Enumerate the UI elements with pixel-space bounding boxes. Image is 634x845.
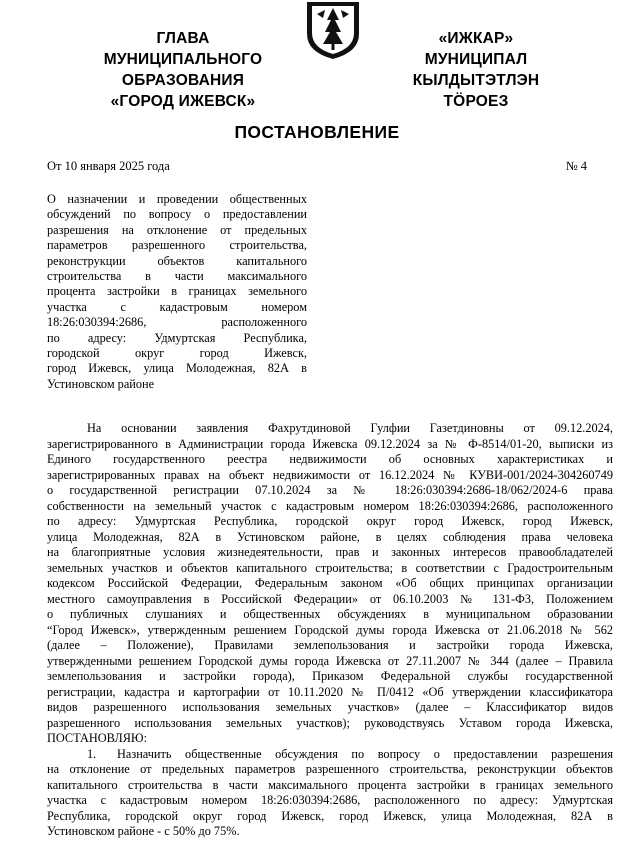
- header-left-line: МУНИЦИПАЛЬНОГО: [103, 51, 263, 68]
- item-1-line: на отклонение от предельных параметров разрешенного строительства, реконструкции объектов: [47, 762, 613, 776]
- body-line: зарегистрированного в Администрации города Ижевска 09.12.2024 за № Ф-8514/01-20, выписки из: [47, 436, 613, 451]
- subject-line: О назначении и проведении общественных: [47, 192, 307, 206]
- item-1-line: капитального строительства в части максимального процента застройки в границах земельного: [47, 777, 613, 792]
- subject-line: реконструкции объектов капитального: [47, 253, 307, 268]
- body-line: местного самоуправления в Российской Федерации» от 06.10.2003 № 131-ФЗ, Положением: [47, 591, 613, 606]
- item-1-line: Устиновском районе - с 50% до 75%.: [47, 824, 240, 838]
- document-body: [47, 421, 613, 840]
- body-line: по адресу: Удмуртская Республика, городской округ город Ижевск, город Ижевск,: [47, 514, 613, 528]
- subject-line: строительства в части максимального: [47, 269, 307, 284]
- subject-line: процента застройки в границах земельного: [47, 284, 307, 299]
- subject-line: по адресу: Удмуртская Республика,: [47, 330, 307, 345]
- coat-of-arms-icon: [303, 0, 363, 60]
- body-line-decree: ПОСТАНОВЛЯЮ:: [47, 731, 147, 745]
- header-left-line: ГЛАВА: [156, 30, 210, 47]
- body-line: земельных участков и объектов капитального строительства; в соответствии с Градостроительным: [47, 560, 613, 575]
- document-title: ПОСТАНОВЛЕНИЕ: [234, 122, 400, 142]
- body-line: на благоприятные условия жизнедеятельности, прав и законных интересов правообладателей: [47, 545, 613, 559]
- subject-line: Устиновском районе: [47, 376, 155, 391]
- body-line: “Город Ижевск», утвержденным решением Городской думы города Ижевска от 21.06.2018 № 562: [47, 622, 613, 637]
- item-1-number: 1.: [87, 746, 97, 761]
- subject-line: 18:26:030394:2686, расположенного: [47, 315, 307, 330]
- body-line: зарегистрированных правах на объект недвижимости от 16.12.2024 № КУВИ-001/2024-304260749: [47, 467, 613, 482]
- subject-line: участка с кадастровым номером: [47, 299, 307, 314]
- header-right-line: ТӦРОЕЗ: [443, 93, 509, 110]
- body-line: (далее – Положение), Правилами землепользования и застройки города Ижевска,: [47, 638, 613, 652]
- body-line: собственности на земельный участок с кадастровым номером 18:26:030394:2686, расположенного: [47, 498, 613, 513]
- item-1-text: Назначить общественные обсуждения по вопросу о предоставлении разрешения: [117, 746, 613, 761]
- subject-line: город Ижевск, улица Молодежная, 82А в: [47, 361, 307, 376]
- header-right-line: «ИЖКАР»: [438, 30, 514, 47]
- body-line: землепользования и застройки города), Приказом Федеральной службы государственной: [47, 669, 613, 683]
- document-date: От 10 января 2025 года: [47, 159, 170, 173]
- body-line: о публичных слушаниях и общественных обсуждениях в муниципальном образовании: [47, 607, 613, 621]
- body-line: о государственной регистрации 07.10.2024 за № 18:26:030394:2686-18/062/2024-6 права: [47, 483, 613, 497]
- document-subject: [47, 192, 307, 392]
- body-line: На основании заявления Фахрутдиновой Гулфии Газетдиновны от 09.12.2024,: [87, 421, 613, 435]
- document-number: № 4: [565, 159, 587, 173]
- body-line: улица Молодежная, 82А в Устиновском районе, в целях соблюдения права человека: [47, 529, 613, 544]
- subject-line: городской округ город Ижевск,: [47, 346, 307, 361]
- header-right-line: МУНИЦИПАЛ: [424, 51, 528, 68]
- item-1-line: Республика, городской округ город Ижевск, город Ижевск, улица Молодежная, 82А в: [47, 808, 613, 823]
- subject-line: обсуждений по вопросу о предоставлении: [47, 207, 307, 222]
- body-line: видов разрешенного использования земельных участков» (далее – Классификатор видов: [47, 700, 613, 714]
- header-left-line: ОБРАЗОВАНИЯ: [121, 72, 245, 89]
- body-line: Единого государственного реестра недвижимости об основных характеристиках и: [47, 452, 613, 466]
- body-line: кодексом Российской Федерации, Федеральным законом «Об общих принципах организации: [47, 576, 613, 590]
- subject-line: разрешения на отклонение от предельных: [47, 222, 307, 237]
- item-1-first-line: [47, 747, 613, 763]
- body-line: разрешенного использования земельных участков); руководствуясь Уставом города Ижевска,: [47, 715, 613, 730]
- header-left-line: «ГОРОД ИЖЕВСК»: [110, 93, 256, 110]
- header-right-line: КЫЛДЫТЭТЛЭН: [412, 72, 540, 89]
- date-number-line: [47, 159, 587, 174]
- header-right-udmurt: [392, 28, 560, 112]
- body-line: регистрации, кадастра и картографии от 10.11.2020 № П/0412 «Об утверждении классификатора: [47, 684, 613, 699]
- header-left-russian: [78, 28, 288, 112]
- item-1-line: участка с кадастровым номером 18:26:030394:2686, расположенного по адресу: Удмуртская: [47, 793, 613, 807]
- subject-line: параметров разрешенного строительства,: [47, 238, 307, 253]
- body-line: утвержденными решением Городской думы города Ижевска от 27.11.2007 № 344 (далее – Правила: [47, 653, 613, 668]
